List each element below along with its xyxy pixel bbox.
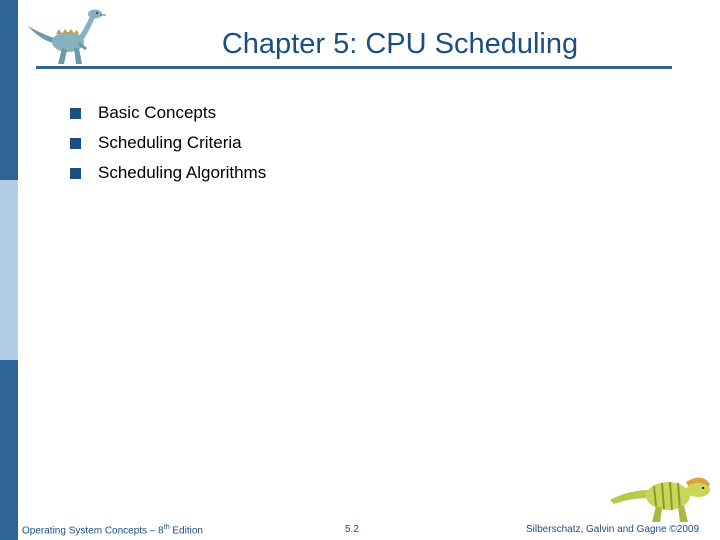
bullet-list — [70, 100, 266, 190]
side-bar-bottom — [0, 360, 18, 540]
square-bullet-icon — [70, 138, 81, 149]
bullet-text: Scheduling Algorithms — [98, 163, 267, 182]
footer-page-number: 5.2 — [345, 524, 359, 535]
slide-title: Chapter 5: CPU Scheduling — [221, 28, 579, 60]
dinosaur-standing-icon — [24, 4, 114, 68]
list-item — [70, 100, 266, 130]
footer-book-title: Operating System Concepts – 8th Edition — [22, 524, 203, 537]
title-underline — [36, 66, 672, 69]
list-item — [70, 130, 266, 160]
side-bar-top — [0, 0, 18, 180]
dinosaur-crouching-icon — [606, 460, 716, 524]
list-item — [70, 160, 266, 190]
bullet-text: Basic Concepts — [98, 103, 217, 122]
footer-copyright: Silberschatz, Galvin and Gagne ©2009 — [526, 524, 700, 535]
square-bullet-icon — [70, 108, 81, 119]
square-bullet-icon — [70, 168, 81, 179]
bullet-text: Scheduling Criteria — [98, 133, 242, 152]
side-bar-middle — [0, 180, 18, 360]
